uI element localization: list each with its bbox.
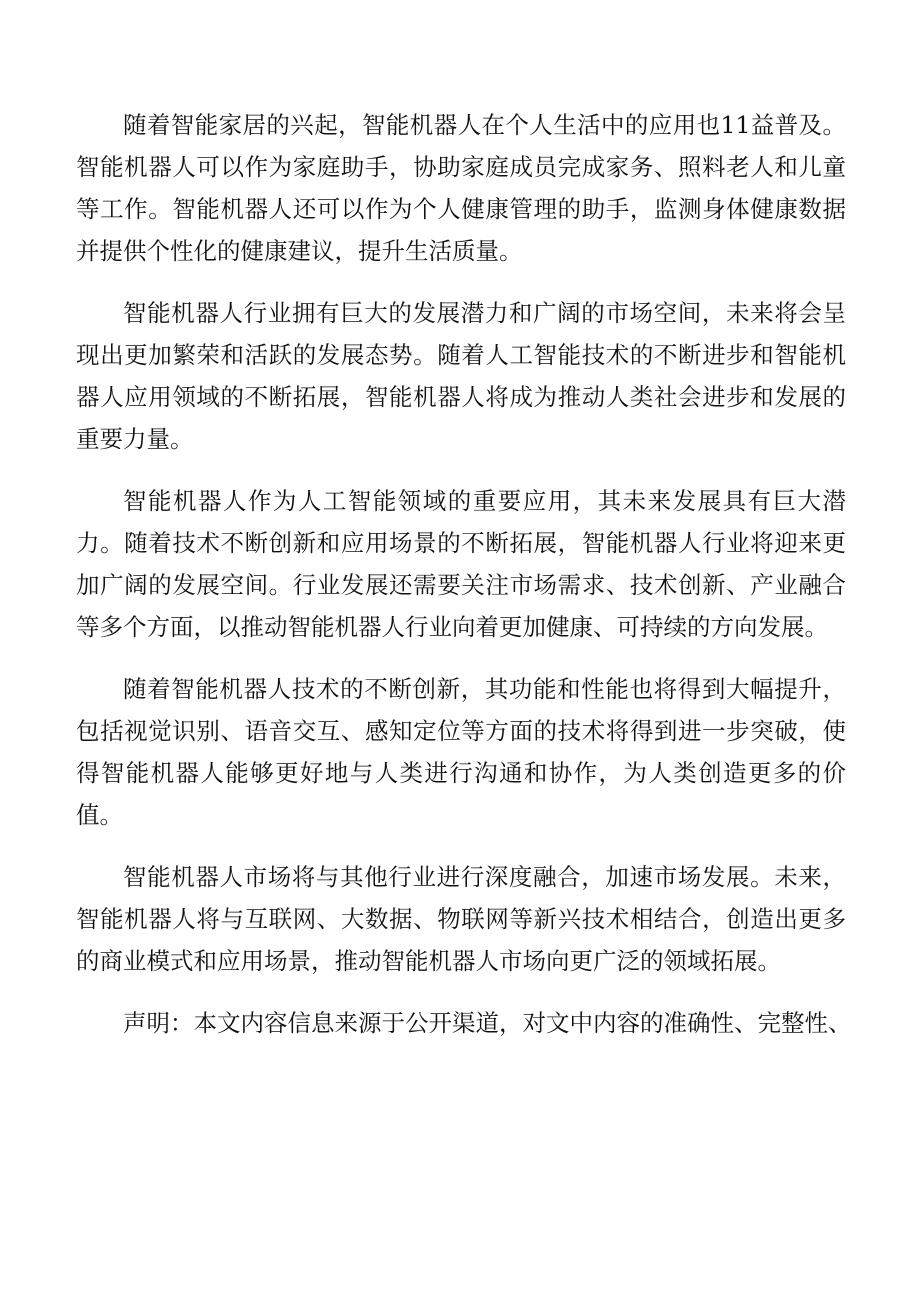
paragraph-market-fusion: 智能机器人市场将与其他行业进行深度融合，加速市场发展。未来，智能机器人将与互联网、大数据、物联网等新兴技术相结合，创造出更多的商业模式和应用场景，推动智能机器人市场向更广泛的领域拓展。	[76, 863, 846, 975]
paragraph-disclaimer: 声明：本文内容信息来源于公开渠道，对文中内容的准确性、完整性、	[123, 1009, 852, 1037]
paragraph-smart-home: 随着智能家居的兴起，智能机器人在个人生活中的应用也11益普及。智能机器人可以作为家庭助手，协助家庭成员完成家务、照料老人和儿童等工作。智能机器人还可以作为个人健康管理的助手，监测身体健康数据并提供个性化的健康建议，提升生活质量。	[76, 111, 846, 265]
paragraph-tech-innovation: 随着智能机器人技术的不断创新，其功能和性能也将得到大幅提升，包括视觉识别、语音交互、感知定位等方面的技术将得到进一步突破，使得智能机器人能够更好地与人类进行沟通和协作，为人类创造更多的价值。	[76, 675, 846, 829]
paragraph-ai-application: 智能机器人作为人工智能领域的重要应用，其未来发展具有巨大潜力。随着技术不断创新和应用场景的不断拓展，智能机器人行业将迎来更加广阔的发展空间。行业发展还需要关注市场需求、技术创新、产业融合等多个方面，以推动智能机器人行业向着更加健康、可持续的方向发展。	[76, 487, 846, 641]
paragraph-industry-potential: 智能机器人行业拥有巨大的发展潜力和广阔的市场空间，未来将会呈现出更加繁荣和活跃的发展态势。随着人工智能技术的不断进步和智能机器人应用领域的不断拓展，智能机器人将成为推动人类社会进步和发展的重要力量。	[76, 299, 846, 453]
document-body	[76, 104, 852, 1044]
